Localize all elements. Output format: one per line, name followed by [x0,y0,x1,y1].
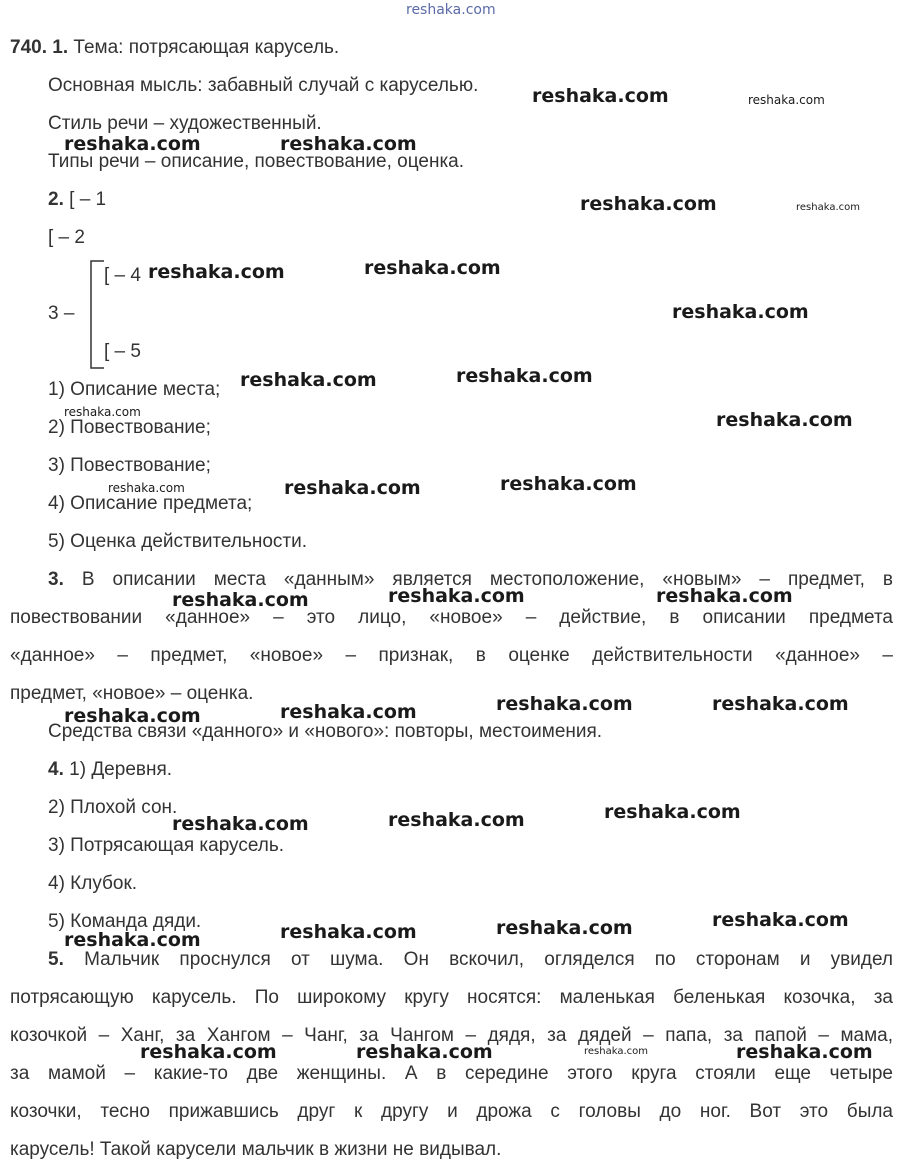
scheme-bracket [86,260,106,370]
part-5-line-4: за мамой – какие-то две женщины. А в середине этого круга стояли еще четыре [10,1063,893,1084]
watermark: reshaka.com [500,473,637,495]
main-idea: Основная мысль: забавный случай с каруселью. [48,75,479,96]
watermark: reshaka.com [456,365,593,387]
scheme-line-1-text: [ – 1 [69,189,107,210]
list-item: 2) Плохой сон. [48,797,178,818]
part-5-line-5: козочки, тесно прижавшись друг к другу и дрожа с головы до ног. Вот это была [10,1101,893,1122]
watermark: reshaka.com [656,585,793,607]
speech-types: Типы речи – описание, повествование, оценка. [48,151,465,172]
list-item: 5) Команда дяди. [48,911,202,932]
list-item: 1) Описание места; [48,379,221,400]
list-item: 3) Повествование; [48,455,211,476]
speech-style: Стиль речи – художественный. [48,113,322,134]
part-3-number: 3. [48,569,64,590]
part-4-first-item: 1) Деревня. [69,759,173,780]
part-2-number: 2. [48,189,64,210]
list-item: 4) Описание предмета; [48,493,253,514]
watermark: reshaka.com [148,261,285,283]
watermark: reshaka.com [284,477,421,499]
part-1-number: 1. [52,37,69,58]
part-5-number: 5. [48,949,64,970]
part-5-line-2: потрясающую карусель. По широкому кругу носятся: маленькая беленькая козочка, за [10,987,893,1008]
list-item: 5) Оценка действительности. [48,531,307,552]
part-5-line-1 [48,948,893,972]
list-item: 4) Клубок. [48,873,138,894]
watermark: reshaka.com [172,813,309,835]
watermark: reshaka.com [140,1041,277,1063]
scheme-line-3b: [ – 5 [104,341,141,362]
part-3-line-4: предмет, «новое» – оценка. [10,683,254,704]
watermark: reshaka.com [280,133,417,155]
theme-text: Тема: потрясающая карусель. [73,37,340,58]
part-5-line-6: карусель! Такой карусели мальчик в жизни не видывал. [10,1139,502,1160]
list-item: 2) Повествование; [48,417,211,438]
watermark: reshaka.com [280,701,417,723]
watermark: reshaka.com [712,693,849,715]
site-watermark: reshaka.com [406,2,496,18]
watermark: reshaka.com [172,589,309,611]
watermark: reshaka.com [364,257,501,279]
part-3-line-3: «данное» – предмет, «новое» – признак, в оценке действительности «данное» – [10,645,893,666]
part-4-line-1 [48,758,172,782]
watermark: reshaka.com [64,705,201,727]
part-5-line-1-text: Мальчик проснулся от шума. Он вскочил, огляделся по сторонам и увидел [84,949,894,970]
part-3-line-1-text: В описании места «данным» является местоположение, «новым» – предмет, в [81,569,893,590]
watermark: reshaka.com [580,193,717,215]
part-4-number: 4. [48,759,64,780]
watermark: reshaka.com [240,369,377,391]
scheme-line-2: [ – 2 [48,227,85,248]
scheme-line-3a: [ – 4 [104,265,141,286]
watermark: reshaka.com [532,85,669,107]
watermark: reshaka.com [716,409,853,431]
watermark: reshaka.com [388,809,525,831]
part-3-line-2: повествовании «данное» – это лицо, «новое» – действие, в описании предмета [10,607,893,628]
watermark: reshaka.com [496,917,633,939]
watermark: reshaka.com [736,1041,873,1063]
connection-means: Средства связи «данного» и «нового»: повторы, местоимения. [48,721,603,742]
watermark: reshaka.com [712,909,849,931]
watermark-small: reshaka.com [748,93,825,107]
watermark: reshaka.com [496,693,633,715]
exercise-number: 740. [10,37,47,58]
watermark-small: reshaka.com [584,1046,648,1057]
watermark: reshaka.com [388,585,525,607]
watermark: reshaka.com [356,1041,493,1063]
watermark: reshaka.com [280,921,417,943]
scheme-line-1 [48,188,106,212]
watermark-small: reshaka.com [108,481,185,495]
part-5-line-3: козочкой – Ханг, за Хангом – Чанг, за Чангом – дядя, за дядей – папа, за папой – мама, [10,1025,893,1046]
watermark: reshaka.com [604,801,741,823]
watermark: reshaka.com [672,301,809,323]
list-item: 3) Потрясающая карусель. [48,835,285,856]
watermark-small: reshaka.com [64,405,141,419]
watermark-small: reshaka.com [796,202,860,213]
exercise-header [10,36,339,60]
scheme-line-3-label: 3 – [48,303,75,324]
watermark: reshaka.com [64,133,201,155]
watermark: reshaka.com [64,929,201,951]
